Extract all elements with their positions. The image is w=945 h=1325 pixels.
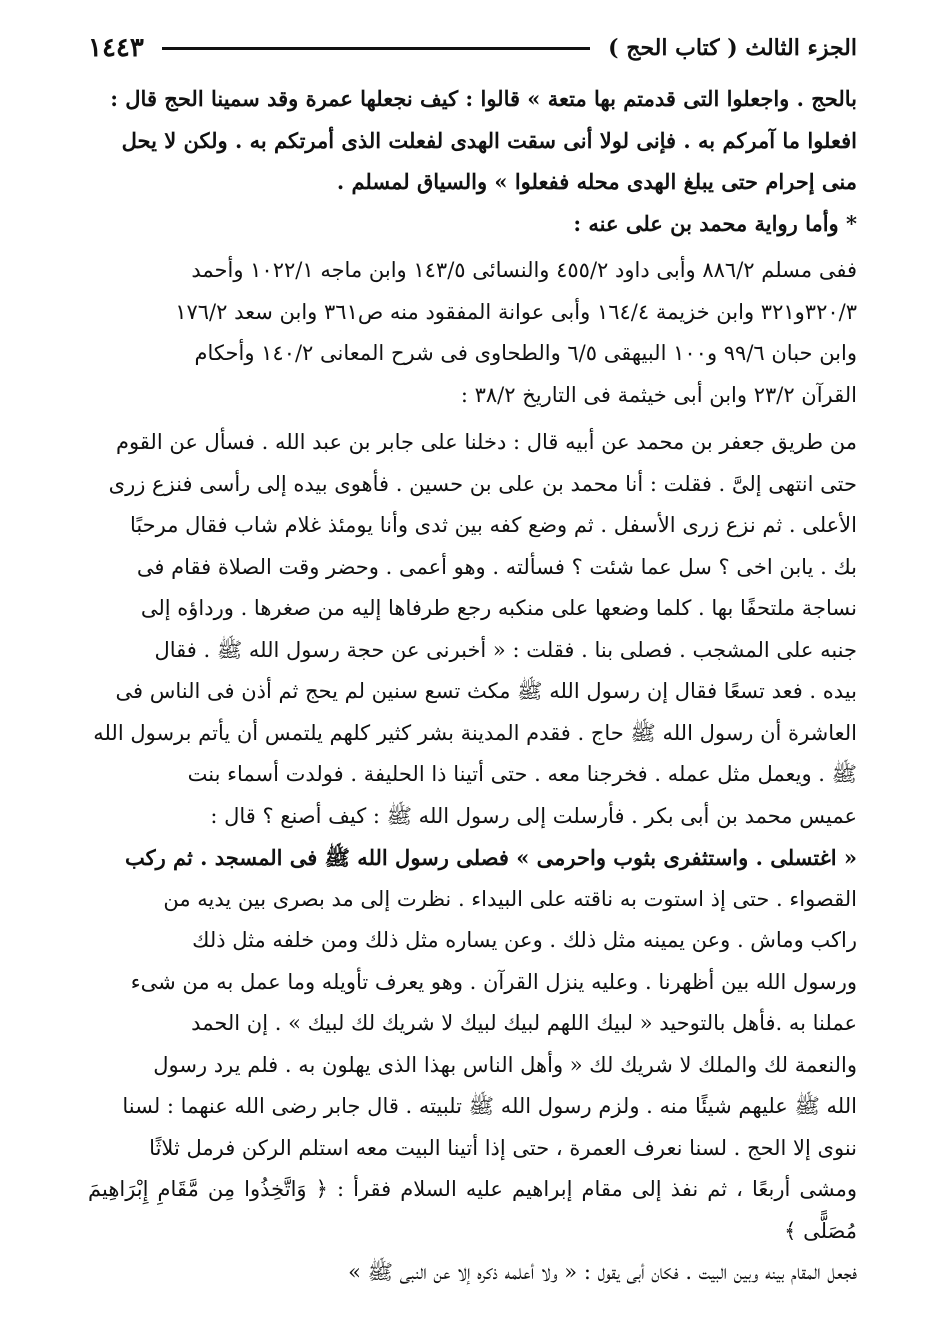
text-line: القرآن ٢٣/٢ وابن أبى خيثمة فى التاريخ ٣٨/٢ : (460, 382, 857, 407)
text-line: بك . يابن اخى ؟ سل عما شئت ؟ فسألته . وهو أعمى . وحضر وقت الصلاة فقام فى (136, 554, 857, 579)
text-line: « اغتسلى . واستثفرى بثوب واحرمى » فصلى رسول الله ﷺ فى المسجد . ثم ركب (124, 845, 857, 870)
text-line: الله ﷺ عليهم شيئًا منه . ولزم رسول الله ﷺ تلبيته . قال جابر رضى الله عنهما : لسنا (122, 1094, 857, 1118)
text-line: ٣٢٠/٣و٣٢١ وابن خزيمة ١٦٤/٤ وأبى عوانة المفقود منه ص٣٦١ وابن سعد ١٧٦/٢ (175, 299, 857, 324)
text-line: من طريق جعفر بن محمد عن أبيه قال : دخلنا على جابر بن عبد الله . فسأل عن القوم (115, 430, 857, 454)
text-line: بالحج . واجعلوا التى قدمتم بها متعة » قالوا : كيف نجعلها عمرة وقد سمينا الحج قال : (110, 86, 857, 111)
text-line: والنعمة لك والملك لا شريك لك « وأهل الناس بهذا الذى يهلون به . فلم يرد رسول (153, 1052, 857, 1077)
paragraph-hadith-end (88, 78, 857, 203)
text-line: ورسول الله بين أظهرنا . وعليه ينزل القرآن . وهو يعرف تأويله وما عمل به من شىء (130, 969, 857, 994)
text-line: ننوى إلا الحج . لسنا نعرف العمرة ، حتى إذا أتينا البيت معه استلم الركن فرمل ثلاثًا (149, 1135, 857, 1160)
header-rule (162, 47, 590, 50)
page-header (88, 28, 857, 68)
text-line: العاشرة أن رسول الله ﷺ حاج . فقدم المدينة بشر كثير كلهم يلتمس أن يأتم برسول الله (93, 720, 857, 745)
text-line: نساجة ملتحفًا بها . كلما وضعها على منكبه رجع طرفاها إليه من صغرها . ورداؤه إلى (140, 596, 857, 620)
text-line: راكب وماش . وعن يمينه مثل ذلك . وعن يساره مثل ذلك ومن خلفه مثل ذلك (192, 928, 857, 952)
text-line: جنبه على المشجب . فصلى بنا . فقلت : « أخبرنى عن حجة رسول الله ﷺ . فقال (154, 637, 857, 662)
text-line: منى إحرام حتى يبلغ الهدى محله ففعلوا » والسياق لمسلم . (336, 169, 857, 194)
text-line: افعلوا ما آمركم به . فإنى لولا أنى سقت الهدى لفعلت الذى أمرتكم به . ولكن لا يحل (121, 127, 857, 153)
text-line: * وأما رواية محمد بن على عنه : (573, 210, 857, 236)
text-line: الأعلى . ثم نزع زرى الأسفل . ثم وضع كفه بين ثدى وأنا يومئذ غلام شاب فقال مرحبًا (129, 513, 857, 537)
text-line: ففى مسلم ٨٨٦/٢ وأبى داود ٤٥٥/٢ والنسائى ١٤٣/٥ وابن ماجه ١٠٢٢/١ وأحمد (191, 258, 857, 282)
paragraph-narration (88, 422, 857, 1294)
paragraph-sources (88, 250, 857, 416)
text-line: فجعل المقام بينه وبين البيت . فكان أبى يقول : « ولا أعلمه ذكره إلا عن النبى ﷺ » (348, 1260, 857, 1284)
text-line: القصواء . حتى إذ استوت به ناقته على البيداء . نظرت إلى مد بصرى بين يديه من (163, 886, 857, 911)
text-line: حتى انتهى إلىَّ . فقلت : أنا محمد بن على بن حسين . فأهوى بيده إلى رأسى فنزع زرى (108, 471, 857, 496)
text-line: عميس محمد بن أبى بكر . فأرسلت إلى رسول الله ﷺ : كيف أصنع ؟ قال : (210, 803, 857, 828)
text-line: ومشى أربعًا ، ثم نفذ إلى مقام إبراهيم عليه السلام فقرأ : ﴿ وَاتَّخِذُوا مِن مَّقَامِ إِبْرَاهِيمَ مُصَلًّى ﴾ (88, 1177, 857, 1243)
text-line: وابن حبان ٩٩/٦ و١٠٠ البيهقى ٦/٥ والطحاوى فى شرح المعانى ١٤٠/٢ وأحكام (194, 341, 857, 365)
running-title: الجزء الثالث ( كتاب الحج ) (608, 35, 857, 61)
text-line: عملنا به .فأهل بالتوحيد « لبيك اللهم لبيك لبيك لا شريك لك لبيك » . إن الحمد (191, 1011, 857, 1035)
text-line: بيده . فعد تسعًا فقال إن رسول الله ﷺ مكث تسع سنين لم يحج ثم أذن فى الناس فى (115, 679, 857, 703)
section-heading (88, 203, 857, 245)
page-number: ١٤٤٣ (88, 33, 144, 63)
text-line: ﷺ . ويعمل مثل عمله . فخرجنا معه . حتى أتينا ذا الحليفة . فولدت أسماء بنت (187, 762, 857, 786)
